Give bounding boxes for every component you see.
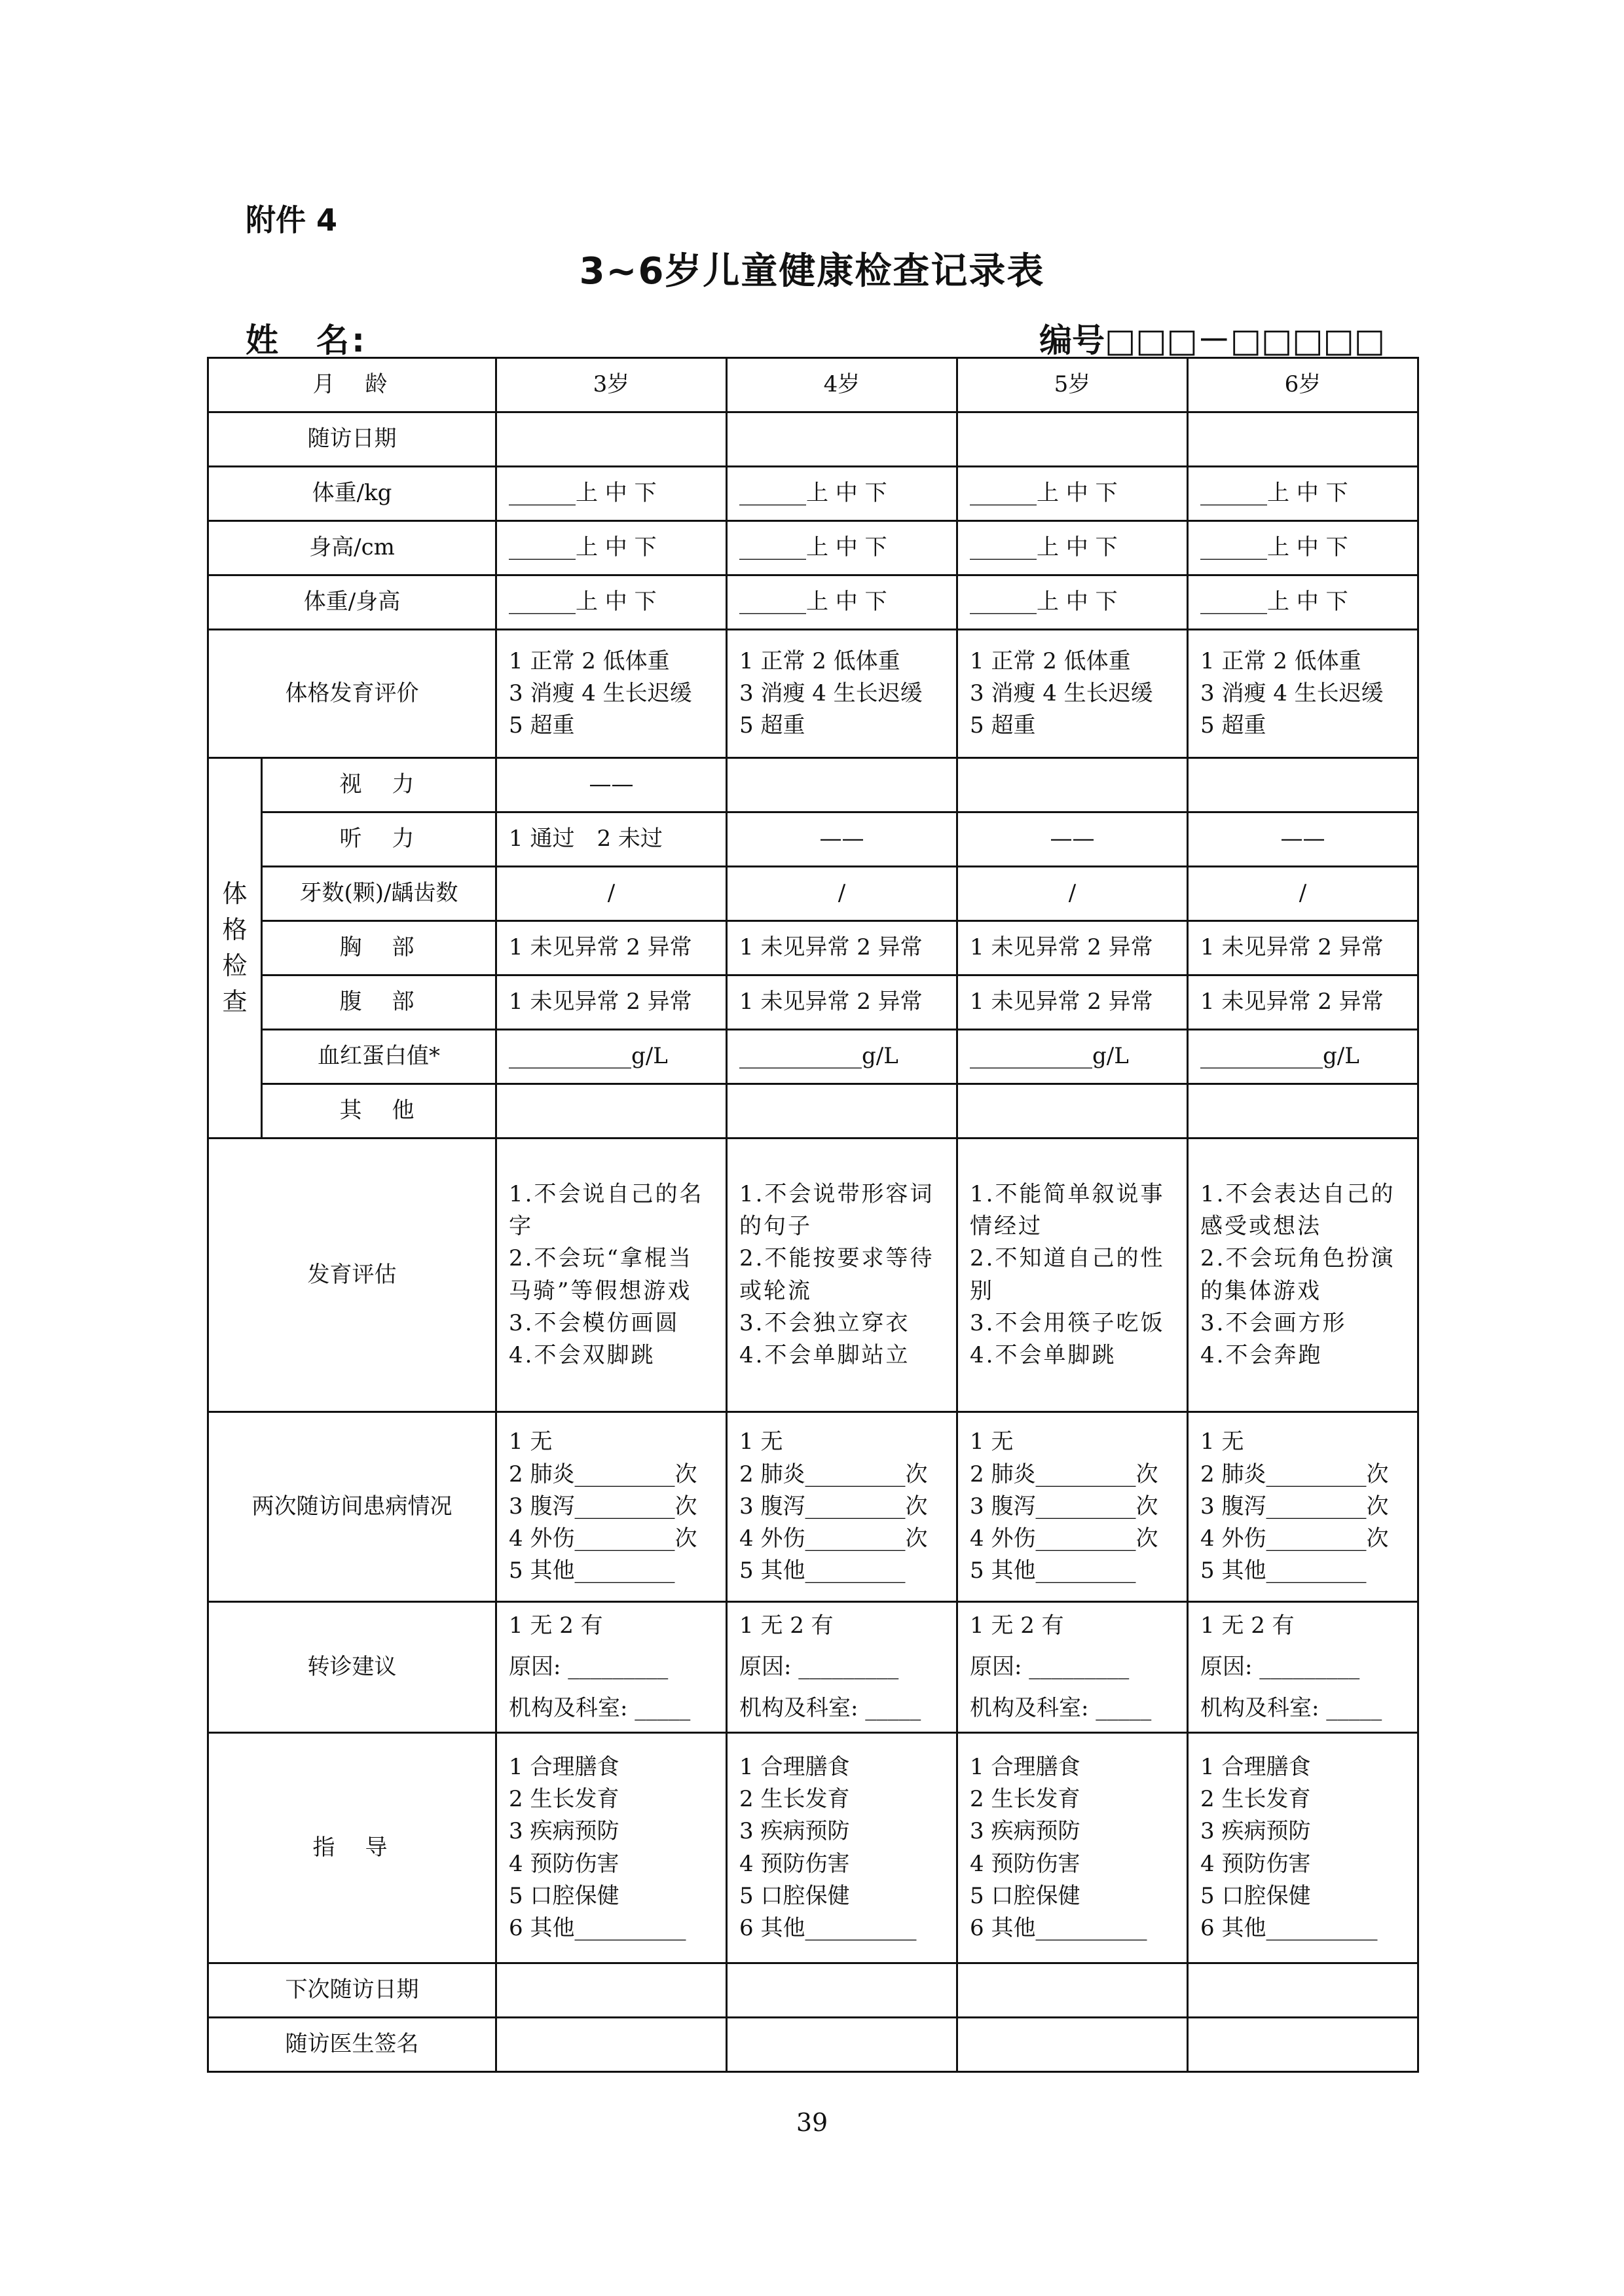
cell-height[interactable]: ______上 中 下 [496,521,727,575]
cell-weight[interactable]: ______上 中 下 [957,467,1188,521]
page-number: 39 [796,2108,828,2137]
label-hemoglobin: 血红蛋白值* [262,1030,496,1084]
cell-hemoglobin[interactable]: ___________g/L [496,1030,727,1084]
row-visit-date [208,412,1418,467]
cell-next-date[interactable] [957,1963,1188,2018]
cell-height[interactable]: ______上 中 下 [1188,521,1418,575]
cell-chest[interactable]: 1 未见异常 2 异常 [496,921,727,975]
row-other-exam [208,1084,1418,1139]
cell-physical-eval[interactable]: 1 正常 2 低体重 3 消瘦 4 生长迟缓 5 超重 [496,630,727,758]
row-next-date [208,1963,1418,2018]
exam-group-char: 格 [222,915,248,944]
cell-guidance[interactable]: 1 合理膳食 2 生长发育 3 疾病预防 4 预防伤害 5 口腔保健 6 其他__________ [957,1733,1188,1963]
cell-referral[interactable]: 1 无 2 有 原因: _________ 机构及科室: _____ [957,1602,1188,1733]
cell-abdomen[interactable]: 1 未见异常 2 异常 [1188,975,1418,1030]
exam-group-char: 检 [222,951,248,980]
cell-weight-height[interactable]: ______上 中 下 [957,575,1188,630]
cell-visit-date[interactable] [1188,412,1418,467]
name-label: 姓 名: [246,321,367,359]
row-abdomen [208,975,1418,1030]
row-weight [208,467,1418,521]
cell-vision[interactable] [1188,758,1418,812]
cell-doctor-signature[interactable] [496,2018,727,2072]
cell-hearing[interactable]: 1 通过 2 未过 [496,812,727,867]
row-illness [208,1412,1418,1602]
cell-abdomen[interactable]: 1 未见异常 2 异常 [496,975,727,1030]
cell-other-exam[interactable] [727,1084,957,1139]
cell-next-date[interactable] [1188,1963,1418,2018]
cell-abdomen[interactable]: 1 未见异常 2 异常 [727,975,957,1030]
label-abdomen: 腹 部 [262,975,496,1030]
cell-chest[interactable]: 1 未见异常 2 异常 [1188,921,1418,975]
row-referral [208,1602,1418,1733]
row-physical-eval [208,630,1418,758]
cell-height[interactable]: ______上 中 下 [957,521,1188,575]
cell-next-date[interactable] [496,1963,727,2018]
col-3y: 3岁 [496,358,727,412]
label-weight: 体重/kg [208,467,496,521]
cell-vision[interactable] [727,758,957,812]
row-chest [208,921,1418,975]
cell-teeth[interactable]: / [1188,867,1418,921]
cell-next-date[interactable] [727,1963,957,2018]
page-title: 3~6岁儿童健康检查记录表 [579,250,1045,293]
label-age: 月 龄 [208,358,496,412]
cell-vision[interactable]: —— [496,758,727,812]
cell-other-exam[interactable] [496,1084,727,1139]
cell-development[interactable]: 1.不会说带形容词的句子 2.不能按要求等待或轮流 3.不会独立穿衣 4.不会单脚站立 [727,1139,957,1412]
row-guidance [208,1733,1418,1963]
cell-doctor-signature[interactable] [727,2018,957,2072]
cell-vision[interactable] [957,758,1188,812]
label-development: 发育评估 [208,1139,496,1412]
cell-referral[interactable]: 1 无 2 有 原因: _________ 机构及科室: _____ [727,1602,957,1733]
cell-guidance[interactable]: 1 合理膳食 2 生长发育 3 疾病预防 4 预防伤害 5 口腔保健 6 其他__________ [1188,1733,1418,1963]
label-height: 身高/cm [208,521,496,575]
label-next-date: 下次随访日期 [208,1963,496,2018]
cell-weight-height[interactable]: ______上 中 下 [496,575,727,630]
cell-illness[interactable]: 1 无 2 肺炎_________次 3 腹泻_________次 4 外伤_________次 5 其他_________ [727,1412,957,1602]
attachment-label: 附件 4 [246,202,338,238]
cell-physical-eval[interactable]: 1 正常 2 低体重 3 消瘦 4 生长迟缓 5 超重 [957,630,1188,758]
cell-hemoglobin[interactable]: ___________g/L [957,1030,1188,1084]
row-age [208,358,1418,412]
cell-weight[interactable]: ______上 中 下 [1188,467,1418,521]
label-referral: 转诊建议 [208,1602,496,1733]
cell-weight[interactable]: ______上 中 下 [727,467,957,521]
label-doctor: 随访医生签名 [208,2018,496,2072]
row-development [208,1139,1418,1412]
cell-illness[interactable]: 1 无 2 肺炎_________次 3 腹泻_________次 4 外伤_________次 5 其他_________ [957,1412,1188,1602]
cell-doctor-signature[interactable] [957,2018,1188,2072]
label-visit-date: 随访日期 [208,412,496,467]
cell-illness[interactable]: 1 无 2 肺炎_________次 3 腹泻_________次 4 外伤_________次 5 其他_________ [1188,1412,1418,1602]
cell-chest[interactable]: 1 未见异常 2 异常 [957,921,1188,975]
exam-group-char: 查 [222,987,248,1017]
row-vision [208,758,1418,812]
label-chest: 胸 部 [262,921,496,975]
cell-other-exam[interactable] [1188,1084,1418,1139]
cell-weight-height[interactable]: ______上 中 下 [727,575,957,630]
col-5y: 5岁 [957,358,1188,412]
cell-teeth[interactable]: / [957,867,1188,921]
cell-height[interactable]: ______上 中 下 [727,521,957,575]
cell-hearing[interactable]: —— [727,812,957,867]
cell-teeth[interactable]: / [496,867,727,921]
cell-guidance[interactable]: 1 合理膳食 2 生长发育 3 疾病预防 4 预防伤害 5 口腔保健 6 其他__________ [496,1733,727,1963]
cell-physical-eval[interactable]: 1 正常 2 低体重 3 消瘦 4 生长迟缓 5 超重 [1188,630,1418,758]
label-physical-eval: 体格发育评价 [208,630,496,758]
health-check-table [207,357,1419,2073]
cell-referral[interactable]: 1 无 2 有 原因: _________ 机构及科室: _____ [1188,1602,1418,1733]
cell-other-exam[interactable] [957,1084,1188,1139]
cell-weight-height[interactable]: ______上 中 下 [1188,575,1418,630]
label-illness: 两次随访间患病情况 [208,1412,496,1602]
cell-guidance[interactable]: 1 合理膳食 2 生长发育 3 疾病预防 4 预防伤害 5 口腔保健 6 其他__________ [727,1733,957,1963]
cell-development[interactable]: 1.不能简单叙说事情经过 2.不知道自己的性别 3.不会用筷子吃饭 4.不会单脚跳 [957,1139,1188,1412]
cell-visit-date[interactable] [957,412,1188,467]
cell-physical-eval[interactable]: 1 正常 2 低体重 3 消瘦 4 生长迟缓 5 超重 [727,630,957,758]
label-hearing: 听 力 [262,812,496,867]
cell-teeth[interactable]: / [727,867,957,921]
cell-illness[interactable]: 1 无 2 肺炎_________次 3 腹泻_________次 4 外伤_________次 5 其他_________ [496,1412,727,1602]
cell-hemoglobin[interactable]: ___________g/L [1188,1030,1418,1084]
row-weight-height [208,575,1418,630]
row-hemoglobin [208,1030,1418,1084]
label-vision: 视 力 [262,758,496,812]
cell-visit-date[interactable] [496,412,727,467]
cell-development[interactable]: 1.不会说自己的名字 2.不会玩“拿棍当马骑”等假想游戏 3.不会模仿画圆 4.不会双脚跳 [496,1139,727,1412]
label-weight-height: 体重/身高 [208,575,496,630]
label-other-exam: 其 他 [262,1084,496,1139]
cell-abdomen[interactable]: 1 未见异常 2 异常 [957,975,1188,1030]
cell-hearing[interactable]: —— [957,812,1188,867]
cell-weight[interactable]: ______上 中 下 [496,467,727,521]
cell-hemoglobin[interactable]: ___________g/L [727,1030,957,1084]
col-6y: 6岁 [1188,358,1418,412]
cell-visit-date[interactable] [727,412,957,467]
cell-hearing[interactable]: —— [1188,812,1418,867]
cell-doctor-signature[interactable] [1188,2018,1418,2072]
row-teeth [208,867,1418,921]
row-doctor [208,2018,1418,2072]
cell-development[interactable]: 1.不会表达自己的感受或想法 2.不会玩角色扮演的集体游戏 3.不会画方形 4.不会奔跑 [1188,1139,1418,1412]
code-label: 编号□□□－□□□□□ [1039,321,1385,359]
col-4y: 4岁 [727,358,957,412]
label-teeth: 牙数(颗)/龋齿数 [262,867,496,921]
row-hearing [208,812,1418,867]
row-height [208,521,1418,575]
label-guidance: 指 导 [208,1733,496,1963]
cell-chest[interactable]: 1 未见异常 2 异常 [727,921,957,975]
cell-referral[interactable]: 1 无 2 有 原因: _________ 机构及科室: _____ [496,1602,727,1733]
exam-group-char: 体 [222,879,248,908]
exam-group-label [208,758,262,1139]
